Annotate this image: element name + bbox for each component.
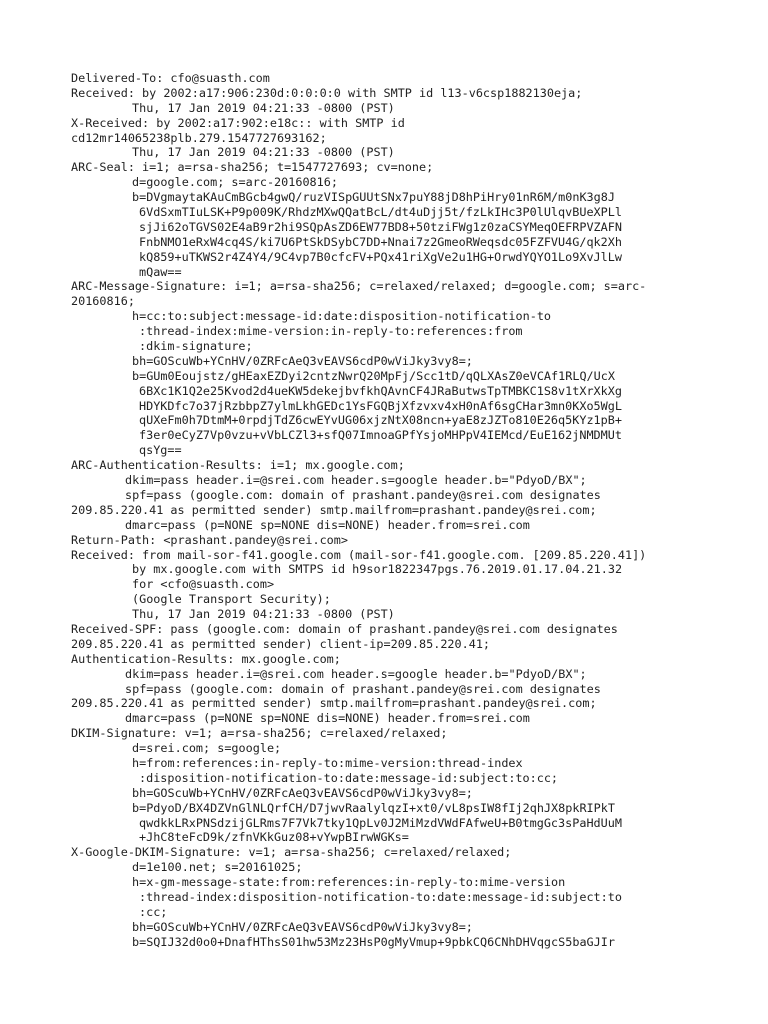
header-line: h=cc:to:subject:message-id:date:disposition-notification-to — [132, 309, 552, 324]
header-line: b=GUm0Eoujstz/gHEaxEZDyi2cntzNwrQ20MpFj/Scc1tD/qQLXAsZ0eVCAf1RLQ/UcX — [132, 368, 615, 383]
header-line: dmarc=pass (p=NONE sp=NONE dis=NONE) header.from=srei.com — [125, 517, 530, 532]
header-line: 209.85.220.41 as permitted sender) smtp.mailfrom=prashant.pandey@srei.com; — [71, 502, 597, 517]
header-line: mQaw== — [139, 264, 182, 279]
header-line: FnbNMO1eRxW4cq4S/ki7U6PtSkDSybC7DD+Nnai7z2GmeoRWeqsdc05FZFVU4G/qk2Xh — [139, 234, 622, 249]
header-line: d=srei.com; s=google; — [132, 741, 282, 756]
header-line: f3er0eCyZ7Vp0vzu+vVbLCZl3+sfQ07ImnoaGPfYsjoMHPpV4IEMcd/EuE162jNMDMUt — [139, 428, 622, 443]
header-line: qsYg== — [139, 443, 182, 458]
header-line: kQ859+uTKWS2r4Z4Y4/9C4vp7B0cfcFV+PQx41riXgVe2u1HG+OrwdYQYO1Lo9XvJlLw — [139, 249, 622, 264]
header-line: +JhC8teFcD9k/zfnVKkGuz08+vYwpBIrwWGKs= — [139, 830, 409, 845]
header-line: ARC-Seal: i=1; a=rsa-sha256; t=1547727693; cv=none; — [71, 160, 434, 175]
header-line: qUXeFm0h7DtmM+0rpdjTdZ6cwEYvUG06xjzNtX08ncn+yaE8zJZTo810E26q5KYz1pB+ — [139, 413, 622, 428]
header-line: Thu, 17 Jan 2019 04:21:33 -0800 (PST) — [132, 100, 395, 115]
header-line: qwdkkLRxPNSdzijGLRms7F7Vk7tky1QpLv0J2MiMzdVWdFAfweU+B0tmgGc3sPaHdUuM — [139, 815, 622, 830]
header-line: dkim=pass header.i=@srei.com header.s=google header.b="PdyoD/BX"; — [125, 666, 587, 681]
header-line: spf=pass (google.com: domain of prashant.pandey@srei.com designates — [125, 487, 601, 502]
header-line: dmarc=pass (p=NONE sp=NONE dis=NONE) header.from=srei.com — [125, 711, 530, 726]
header-line: 6VdSxmTIuLSK+P9p009K/RhdzMXwQQatBcL/dt4uDjj5t/fzLkIHc3P0lUlqvBUeXPLl — [139, 205, 622, 220]
header-line: HDYKDfc7o37jRzbbpZ7ylmLkhGEDc1YsFGQBjXfzvxv4xH0nAf6sgCHar3mn0KXo5WgL — [139, 398, 622, 413]
header-line: b=PdyoD/BX4DZVnGlNLQrfCH/D7jwvRaalylqzI+xt0/vL8psIW8fIj2qhJX8pkRIPkT — [132, 800, 615, 815]
header-line: Thu, 17 Jan 2019 04:21:33 -0800 (PST) — [132, 145, 395, 160]
header-line: b=SQIJ32d0o0+DnafHThsS01hw53Mz23HsP0gMyVmup+9pbkCQ6CNhDHVqgcS5baGJIr — [132, 934, 615, 949]
header-line: 209.85.220.41 as permitted sender) smtp.mailfrom=prashant.pandey@srei.com; — [71, 696, 597, 711]
header-line: bh=GOScuWb+YCnHV/0ZRFcAeQ3vEAVS6cdP0wViJky3vy8=; — [132, 785, 473, 800]
header-line: 209.85.220.41 as permitted sender) client-ip=209.85.220.41; — [71, 636, 491, 651]
header-line: for <cfo@suasth.com> — [132, 577, 275, 592]
header-line: bh=GOScuWb+YCnHV/0ZRFcAeQ3vEAVS6cdP0wViJky3vy8=; — [132, 353, 473, 368]
header-line: by mx.google.com with SMTPS id h9sor1822347pgs.76.2019.01.17.04.21.32 — [132, 562, 623, 577]
header-line: d=1e100.net; s=20161025; — [132, 860, 303, 875]
header-line: :thread-index:mime-version:in-reply-to:references:from — [139, 324, 523, 339]
header-line: Received: by 2002:a17:906:230d:0:0:0:0 with SMTP id l13-v6csp1882130eja; — [71, 85, 583, 100]
header-line: Thu, 17 Jan 2019 04:21:33 -0800 (PST) — [132, 607, 395, 622]
header-line: 6BXc1K1Q2e25Kvod2d4ueKW5dekejbvfkhQAvnCF4JRaButwsTpTMBKC1S8v1tXrXkXg — [139, 383, 622, 398]
header-line: :disposition-notification-to:date:message-id:subject:to:cc; — [139, 770, 559, 785]
email-header-document — [71, 71, 751, 950]
header-line: Authentication-Results: mx.google.com; — [71, 651, 341, 666]
header-line: spf=pass (google.com: domain of prashant.pandey@srei.com designates — [125, 681, 601, 696]
header-line: :cc; — [139, 904, 168, 919]
header-line: DKIM-Signature: v=1; a=rsa-sha256; c=relaxed/relaxed; — [71, 726, 448, 741]
header-line: sjJi62oTGVS02E4aB9r2hi9SQpAsZD6EW77BD8+50tziFWg1z0zaCSYMeqOEFRPVZAFN — [139, 219, 622, 234]
header-line: 20160816; — [71, 294, 135, 309]
header-line: b=DVgmaytaKAuCmBGcb4gwQ/ruzVISpGUUtSNx7puY88jD8hPiHry01nR6M/m0nK3g8J — [132, 190, 615, 205]
header-line: X-Google-DKIM-Signature: v=1; a=rsa-sha256; c=relaxed/relaxed; — [71, 845, 512, 860]
header-line: Delivered-To: cfo@suasth.com — [71, 71, 270, 85]
header-line: :dkim-signature; — [139, 339, 253, 354]
header-line: (Google Transport Security); — [132, 592, 331, 607]
header-line: X-Received: by 2002:a17:902:e18c:: with SMTP id — [71, 115, 405, 130]
header-line: ARC-Message-Signature: i=1; a=rsa-sha256; c=relaxed/relaxed; d=google.com; s=arc- — [71, 279, 647, 294]
header-line: d=google.com; s=arc-20160816; — [132, 175, 338, 190]
header-line: Return-Path: <prashant.pandey@srei.com> — [71, 532, 348, 547]
header-line: h=x-gm-message-state:from:references:in-reply-to:mime-version — [132, 875, 566, 890]
header-line: h=from:references:in-reply-to:mime-version:thread-index — [132, 755, 523, 770]
header-line: cd12mr14065238plb.279.1547727693162; — [71, 130, 327, 145]
header-line: bh=GOScuWb+YCnHV/0ZRFcAeQ3vEAVS6cdP0wViJky3vy8=; — [132, 919, 473, 934]
header-line: ARC-Authentication-Results: i=1; mx.google.com; — [71, 458, 405, 473]
header-line: dkim=pass header.i=@srei.com header.s=google header.b="PdyoD/BX"; — [125, 473, 587, 488]
header-line: :thread-index:disposition-notification-to:date:message-id:subject:to — [139, 889, 622, 904]
header-line: Received-SPF: pass (google.com: domain of prashant.pandey@srei.com designates — [71, 621, 618, 636]
header-line: Received: from mail-sor-f41.google.com (mail-sor-f41.google.com. [209.85.220.41]) — [71, 547, 647, 562]
